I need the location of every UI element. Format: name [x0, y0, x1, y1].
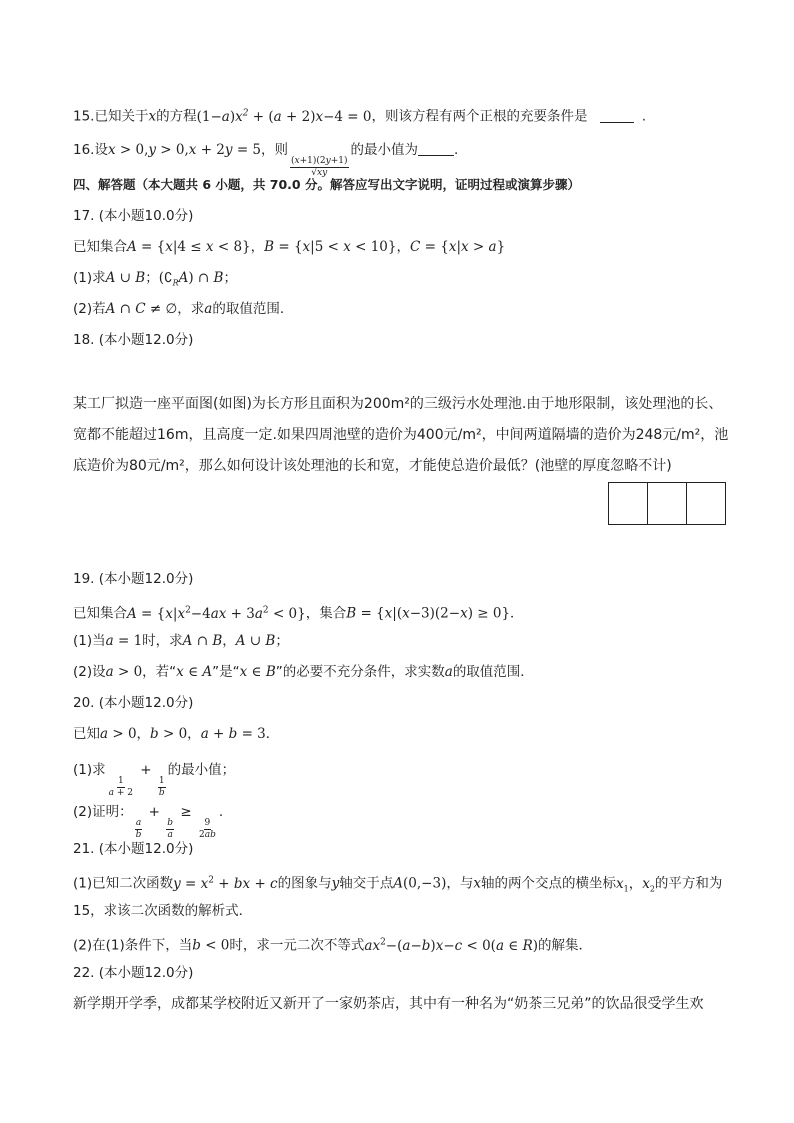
q22-line-1: 新学期开学季，成都某学校附近又新开了一家奶茶店，其中有一种名为“奶茶三兄弟”的饮品很受学生欢: [73, 996, 704, 1012]
question-16: 16.设x > 0,y > 0,x + 2y = 5，则 $\frac{(x+1)(2y+1)}{√xy}$ 的最小值为 .: [73, 142, 459, 178]
q19-part2-c: ”是“: [212, 664, 240, 680]
q19-part1-b: 时，求: [142, 633, 183, 649]
q21-line1-f: 的平方和为: [654, 875, 723, 892]
q21-line1-b: 的图象与: [277, 875, 332, 892]
q17-part1-text: (1)求: [73, 270, 106, 286]
q16-text-a: 设: [94, 142, 108, 158]
q21-line1-d: ，与: [446, 875, 474, 892]
section-heading: 四、解答题（本大题共 6 小题，共 70.0 分。解答应写出文字说明，证明过程或演算步骤）: [73, 177, 580, 192]
q19-intro: 已知集合$A = \{x|x^2-4ax + 3a^2 < 0\}$，集合B = {x|(x−3)(2−x) ≥ 0}．: [73, 605, 524, 622]
q20-part2: (2)证明： $\frac{a}{b}$ + $\frac{b}{a}$ ≥ $\frac{9}{2ab}$ .: [73, 804, 224, 840]
q20-part1: (1)求 $\frac{1}{a + 2}$ + $\frac{1}{b}$ 的最小值；: [73, 762, 236, 798]
q19-head: 19. (本小题12.0分): [73, 571, 194, 587]
q19-part1: (1)当a = 1时，求A ∩ B，A ∪ B；: [73, 633, 289, 649]
q21-line1-c: 轴交于点: [339, 875, 394, 892]
q16-number: 16.: [73, 142, 95, 158]
q19-part2-d: ”的必要不充分条件，求实数: [275, 664, 445, 680]
pool-cell: [648, 483, 687, 524]
pool-diagram: [608, 482, 726, 525]
q21-line-2: 15，求该二次函数的解析式．: [73, 903, 253, 919]
q19-part1-a: (1)当: [73, 633, 106, 649]
q20-part2-text: (2)证明：: [73, 804, 133, 820]
q21-line-1: (1)已知二次函数$y = x^2$ + bx + c的图象与y轴交于点A(0,−3)，与x轴的两个交点的横坐标$x_1$，$x_2$的平方和为: [73, 875, 723, 894]
q19-part2-b: ，若“: [142, 664, 177, 680]
q16-end: .: [454, 142, 459, 158]
q15-end: .: [641, 108, 647, 125]
q18-line-3: 底造价为80元/m²，那么如何设计该处理池的长和宽，才能使总造价最低？(池壁的厚度忽略不计): [73, 458, 672, 474]
q16-answer-blank[interactable]: [418, 141, 454, 156]
q18-line-2: 宽都不能超过16m，且高度一定.如果四周池壁的造价为400元/m²，中间两道隔墙的造价为248元/m²，池: [73, 427, 729, 443]
q16-text-b: ，则: [261, 142, 289, 158]
q21-part2-c: 的解集．: [538, 937, 593, 954]
pool-cell: [687, 483, 725, 524]
q17-intro: 已知集合A = {x|4 ≤ x < 8}，B = {x|5 < x < 10}，C = {x|x > a}: [73, 239, 506, 255]
q19-intro-b: ，集合: [305, 605, 347, 622]
q20-intro: 已知a > 0，b > 0，a + b = 3．: [73, 726, 280, 742]
q21-line1-e: 轴的两个交点的横坐标: [480, 875, 616, 892]
q18-line-1: 某工厂拟造一座平面图(如图)为长方形且面积为200m²的三级污水处理池.由于地形限制，该处理池的长、: [73, 396, 723, 412]
q17-part2-text-a: (2)若: [73, 301, 106, 317]
q15-text-c: ，则该方程有两个正根的充要条件是: [371, 108, 588, 125]
q15-text-a: 已知关于: [94, 108, 149, 125]
q17-part2-text-c: 的取值范围．: [212, 301, 294, 317]
q17-part1: (1)求A ∪ B；$(∁_RA)$ ∩ B；: [73, 270, 237, 288]
q16-fraction: $\frac{(x+1)(2y+1)}{√xy}$: [291, 156, 348, 178]
q17-part2: (2)若A ∩ C ≠ ∅，求a的取值范围．: [73, 301, 294, 317]
q17-intro-text: 已知集合: [73, 239, 127, 255]
q17-part2-text-b: ，求: [177, 301, 205, 317]
q15-answer-blank[interactable]: [600, 108, 634, 123]
q20-part1-a: (1)求: [73, 762, 106, 778]
q17-head: 17. (本小题10.0分): [73, 208, 194, 224]
q16-text-c: 的最小值为: [350, 142, 418, 158]
q19-part2-a: (2)设: [73, 664, 106, 680]
q15-text-b: 的方程: [156, 108, 197, 125]
q20-head: 20. (本小题12.0分): [73, 695, 194, 711]
q19-intro-a: 已知集合: [73, 605, 127, 622]
q19-part2: (2)设a > 0，若“x ∈ A”是“x ∈ B”的必要不充分条件，求实数a的取值范围．: [73, 664, 534, 680]
q20-intro-text: 已知: [73, 726, 100, 742]
q22-head: 22. (本小题12.0分): [73, 965, 194, 981]
q20-part1-b: 的最小值；: [167, 762, 236, 778]
q21-line1-a: (1)已知二次函数: [73, 875, 174, 892]
q18-head: 18. (本小题12.0分): [73, 332, 194, 348]
q15-number: 15.: [73, 108, 95, 125]
q19-part2-e: 的取值范围．: [452, 664, 534, 680]
q21-part2-a: (2)在(1)条件下，当: [73, 937, 193, 954]
q21-part2-b: 时，求一元二次不等式: [229, 937, 365, 954]
question-15: 15.已知关于x的方程$(1-a)x^2 + (a + 2)x-4 = 0$，则该方程有两个正根的充要条件是 .: [73, 108, 647, 125]
q21-head: 21. (本小题12.0分): [73, 841, 194, 857]
pool-cell: [609, 483, 648, 524]
q21-part2: (2)在(1)条件下，当b < 0时，求一元二次不等式$ax^2-(a-b)x-c < 0(a$ ∈ R)的解集．: [73, 937, 593, 954]
